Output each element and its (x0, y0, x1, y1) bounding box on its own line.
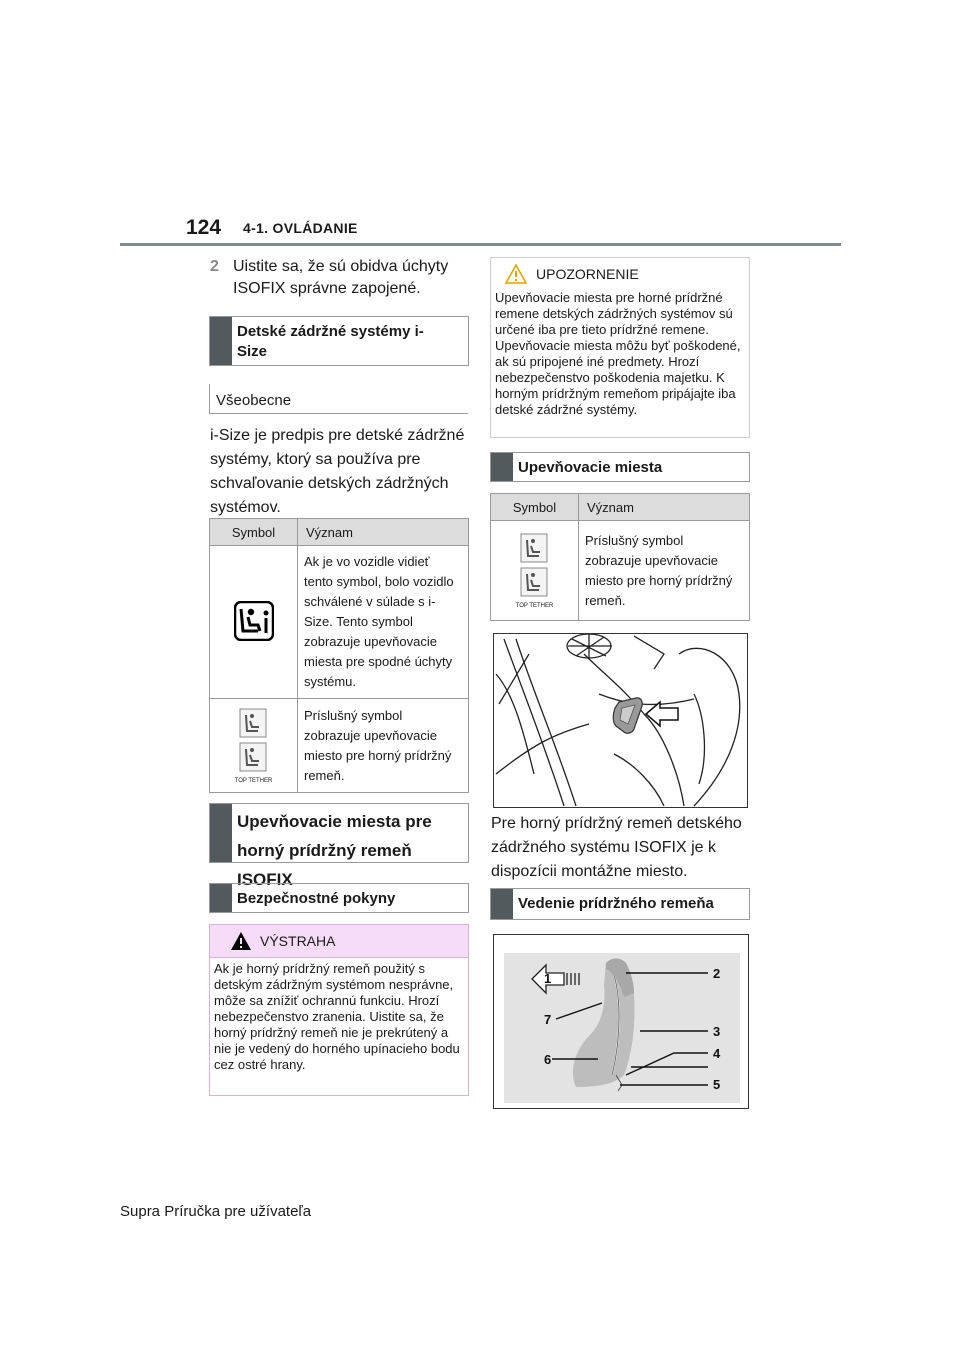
callout-3: 3 (713, 1024, 721, 1039)
heading-label: Vedenie prídržného remeňa (518, 895, 714, 912)
heading-label: Detské zádržné systémy i-Size (237, 323, 424, 360)
heading-points (490, 452, 750, 482)
top-tether-caption: TOP TETHER (515, 603, 554, 609)
notice-box (490, 257, 750, 438)
symbol-table-left (209, 518, 469, 793)
symbol-table-right (490, 493, 750, 621)
notice-text: Upevňovacie miesta pre horné prídržné remene detských zádržných systémov sú určené iba pre tieto prídržné remene. Upevňovacie miesta môžu byť poškodené, ak sú pripojené iné predmety. Hrozí nebezpečenstvo poškodenia majetku. K horným prídržným remeňom pripájajte iba detské zádržné systémy. (495, 290, 741, 417)
heading-isize (209, 316, 469, 366)
step-text: Uistite sa, že sú obidva úchyty ISOFIX správne zapojené. (233, 258, 449, 297)
figure-caption: Pre horný prídržný remeň detského zádržného systému ISOFIX je k dispozícii montážne miesto. (491, 815, 742, 880)
callout-1: 1 (544, 971, 552, 986)
table-header-symbol: Symbol (210, 519, 298, 546)
heading-safety (209, 883, 469, 913)
isize-child-seat-icon (234, 601, 274, 641)
header-rule (120, 243, 841, 246)
callout-5: 5 (713, 1077, 721, 1092)
subheading-label: Všeobecne (216, 392, 292, 409)
tether-symbol-cell (491, 521, 579, 621)
chapter-title: 4-1. OVLÁDANIE (243, 220, 358, 236)
page-number: 124 (186, 216, 222, 239)
seat-strap-illustration (494, 935, 748, 1108)
strap-routing-figure (493, 934, 749, 1109)
top-tether-icon (224, 707, 284, 785)
callout-4: 4 (713, 1046, 721, 1061)
top-tether-caption: TOP TETHER (234, 778, 273, 784)
callout-7: 7 (544, 1012, 552, 1027)
step-number: 2 (210, 258, 219, 275)
table-header-meaning: Význam (298, 519, 469, 546)
warning-box (209, 924, 469, 1096)
heading-label: Bezpečnostné pokyny (237, 890, 396, 907)
warning-triangle-icon (230, 931, 252, 951)
warning-header (210, 925, 468, 958)
isize-symbol-cell (210, 546, 298, 699)
heading-isofix (209, 803, 469, 889)
callout-2: 2 (713, 966, 721, 981)
heading-bar (210, 804, 232, 862)
footer-text: Supra Príručka pre užívateľa (120, 1203, 312, 1220)
heading-bar (210, 884, 232, 912)
tether-symbol-cell (210, 699, 298, 793)
heading-label: Upevňovacie miesta (518, 459, 663, 476)
warning-title: VÝSTRAHA (260, 933, 336, 949)
callout-6: 6 (544, 1052, 552, 1067)
table-header-symbol: Symbol (491, 494, 579, 521)
notice-title: UPOZORNENIE (536, 266, 639, 282)
table-cell-text: Príslušný symbol zobrazuje upevňovacie miesto pre horný prídržný remeň. (298, 699, 469, 793)
anchor-point-figure (493, 633, 748, 808)
heading-label: Upevňovacie miesta pre horný prídržný remeň ISOFIX (237, 812, 432, 889)
heading-bar (491, 453, 513, 481)
subheading (209, 384, 468, 414)
intro-paragraph: i-Size je predpis pre detské zádržné systémy, ktorý sa používa pre schvaľovanie detských zádržných systémov. (210, 427, 465, 516)
heading-bar (210, 317, 232, 365)
warning-text: Ak je horný prídržný remeň použitý s detským zádržným systémom nesprávne, môže sa znížiť ochrannú funkciu. Hrozí nebezpečenstvo zranenia. Uistite sa, že horný prídržný remeň nie je prekrútený a nie je vedený do horného upínacieho bodu cez ostré hrany. (214, 961, 460, 1072)
table-cell-text: Ak je vo vozidle vidieť tento symbol, bolo vozidlo schválené v súlade s i-Size. Tento symbol zobrazuje upevňovacie miesta pre spodné úchyty systému. (298, 546, 469, 699)
table-cell-text: Príslušný symbol zobrazuje upevňovacie miesto pre horný prídržný remeň. (579, 521, 750, 621)
anchor-point-illustration (494, 634, 747, 807)
table-header-meaning: Význam (579, 494, 750, 521)
top-tether-icon (505, 532, 565, 610)
heading-bar (491, 889, 513, 919)
heading-routing (490, 888, 750, 920)
notice-triangle-icon (505, 264, 527, 284)
